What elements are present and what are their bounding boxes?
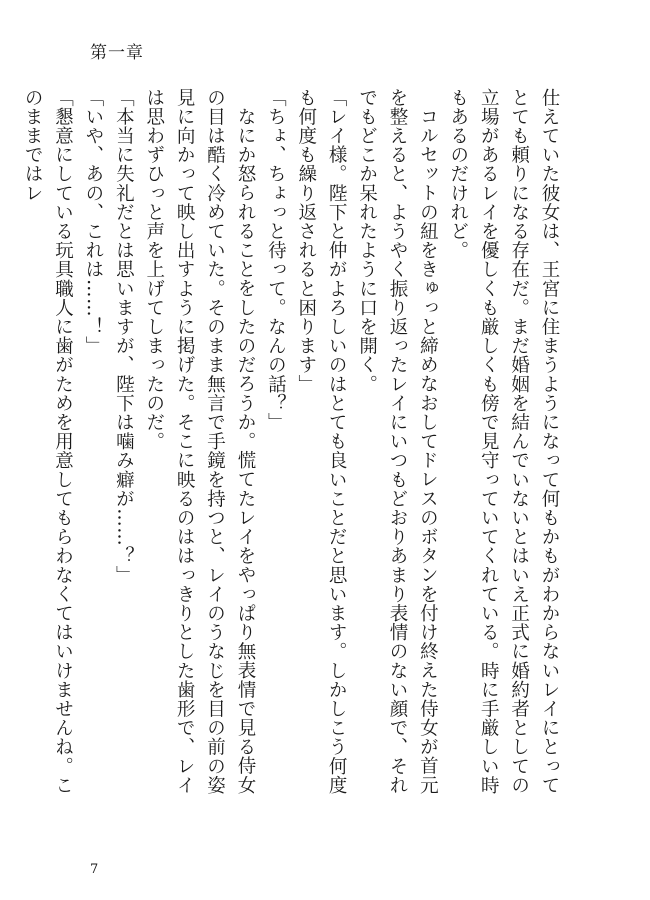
paragraph-2: コルセットの紐をきゅっと締めなおしてドレスのボタンを付け終えた侍女が首元を整えると、ようやく振り返ったレイにいつもどおりあまり表情のない顔で、それでもどこか呆れたように口を開く。 <box>356 88 439 795</box>
dialogue-line-4: 「いや、あの、これは……！」 <box>82 88 104 356</box>
page-number: 7 <box>90 862 99 877</box>
page-body-text <box>22 88 564 808</box>
dialogue-line-5: 「懇意にしている玩具職人に歯がためを用意してもらわなくてはいけませんね。このままではレ <box>22 88 74 795</box>
dialogue-line-3: 「本当に失礼だとは思いますが、陛下は噛み癖が……？」 <box>113 88 135 585</box>
dialogue-line-2: 「ちょ、ちょっと待って。なんの話？」 <box>265 88 287 432</box>
dialogue-line-1: 「レイ様。陛下と仲がよろしいのはとても良いことだと思います。しかしこう何度も何度も繰り返されると困ります」 <box>295 88 348 795</box>
paragraph-3: なにか怒られることをしたのだろうか。慌てたレイをやっぱり無表情で見る侍女の目は酷く冷めていた。そのまま無言で手鏡を持つと、レイのうなじを目の前の姿見に向かって映し出すように掲げた。そこに映るのははっきりとした歯形で、レイは思わずひっと声を上げてしまったのだ。 <box>143 88 256 795</box>
chapter-title: 第一章 <box>90 43 144 63</box>
paragraph-1: 仕えていた彼女は、王宮に住まうようになって何もかもがわからないレイにとってとても頼りになる存在だ。まだ婚姻を結んでいないとはいえ正式に婚約者としての立場があるレイを優しくも厳しくも傍で見守っていてくれている。時に手厳しい時もあるのだけれど。 <box>447 88 560 795</box>
